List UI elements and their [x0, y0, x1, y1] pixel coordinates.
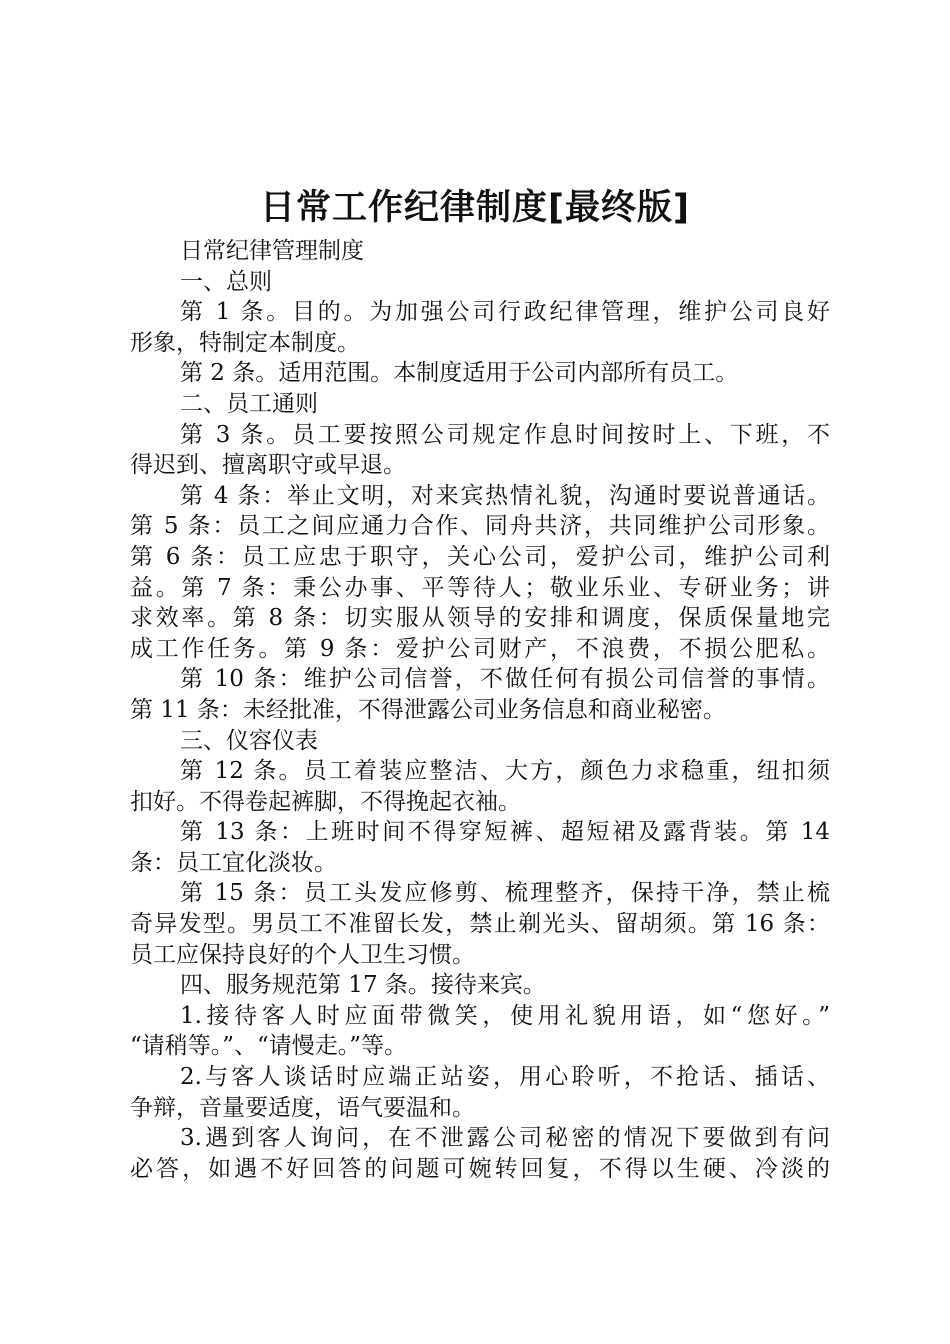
paragraph-line: 第 15 条：员工头发应修剪、梳理整齐，保持干净，禁止梳	[180, 880, 830, 907]
paragraph-line: 第 1 条。目的。为加强公司行政纪律管理，维护公司良好	[180, 299, 830, 326]
paragraph-line: 第 13 条：上班时间不得穿短裤、超短裙及露背装。第 14	[180, 819, 830, 846]
paragraph-line: 争辩，音量要适度，语气要温和。	[130, 1094, 475, 1121]
paragraph-line: 第 11 条：未经批准，不得泄露公司业务信息和商业秘密。	[130, 696, 726, 723]
paragraph-line: 第 5 条：员工之间应通力合作、同舟共济，共同维护公司形象。	[130, 513, 830, 540]
document-title: 日常工作纪律制度[最终版]	[260, 188, 690, 228]
paragraph-line: 成工作任务。第 9 条：爱护公司财产，不浪费，不损公肥私。	[130, 635, 830, 662]
paragraph-line: 二、员工通则	[180, 390, 318, 417]
paragraph-line: 扣好。不得卷起裤脚，不得挽起衣袖。	[130, 788, 521, 815]
paragraph-line: 求效率。第 8 条：切实服从领导的安排和调度，保质保量地完	[130, 605, 830, 632]
paragraph-line: 条：员工宜化淡妆。	[130, 849, 337, 876]
paragraph-line: 必答，如遇不好回答的问题可婉转回复，不得以生硬、冷淡的	[130, 1155, 830, 1182]
paragraph-line: 第 2 条。适用范围。本制度适用于公司内部所有员工。	[180, 360, 739, 387]
paragraph-line: 三、仪容仪表	[180, 727, 318, 754]
paragraph-line: “请稍等。”、“请慢走。”等。	[130, 1033, 408, 1060]
paragraph-line: 第 3 条。员工要按照公司规定作息时间按时上、下班，不	[180, 421, 830, 448]
paragraph-line: 奇异发型。男员工不准留长发，禁止剃光头、留胡须。第 16 条：	[130, 911, 830, 938]
paragraph-line: 3.遇到客人询问，在不泄露公司秘密的情况下要做到有问	[180, 1125, 830, 1152]
paragraph-line: 得迟到、擅离职守或早退。	[130, 452, 406, 479]
paragraph-line: 第 6 条：员工应忠于职守，关心公司，爱护公司，维护公司利	[130, 543, 830, 570]
document-body	[130, 236, 830, 1184]
paragraph-line: 益。第 7 条：秉公办事、平等待人；敬业乐业、专研业务；讲	[130, 574, 830, 601]
paragraph-line: 员工应保持良好的个人卫生习惯。	[130, 941, 475, 968]
paragraph-line: 第 12 条。员工着装应整洁、大方，颜色力求稳重，纽扣须	[180, 758, 830, 785]
paragraph-line: 日常纪律管理制度	[180, 238, 364, 264]
paragraph-line: 第 10 条：维护公司信誉，不做任何有损公司信誉的事情。	[180, 666, 830, 693]
paragraph-line: 第 4 条：举止文明，对来宾热情礼貌，沟通时要说普通话。	[180, 482, 830, 509]
paragraph-line: 1.接待客人时应面带微笑，使用礼貌用语，如“您好。”	[180, 1002, 830, 1029]
paragraph-line: 2.与客人谈话时应端正站姿，用心聆听，不抢话、插话、	[180, 1064, 830, 1091]
paragraph-line: 形象，特制定本制度。	[130, 329, 360, 356]
paragraph-line: 一、总则	[180, 268, 272, 295]
paragraph-line: 四、服务规范第 17 条。接待来宾。	[180, 972, 546, 999]
